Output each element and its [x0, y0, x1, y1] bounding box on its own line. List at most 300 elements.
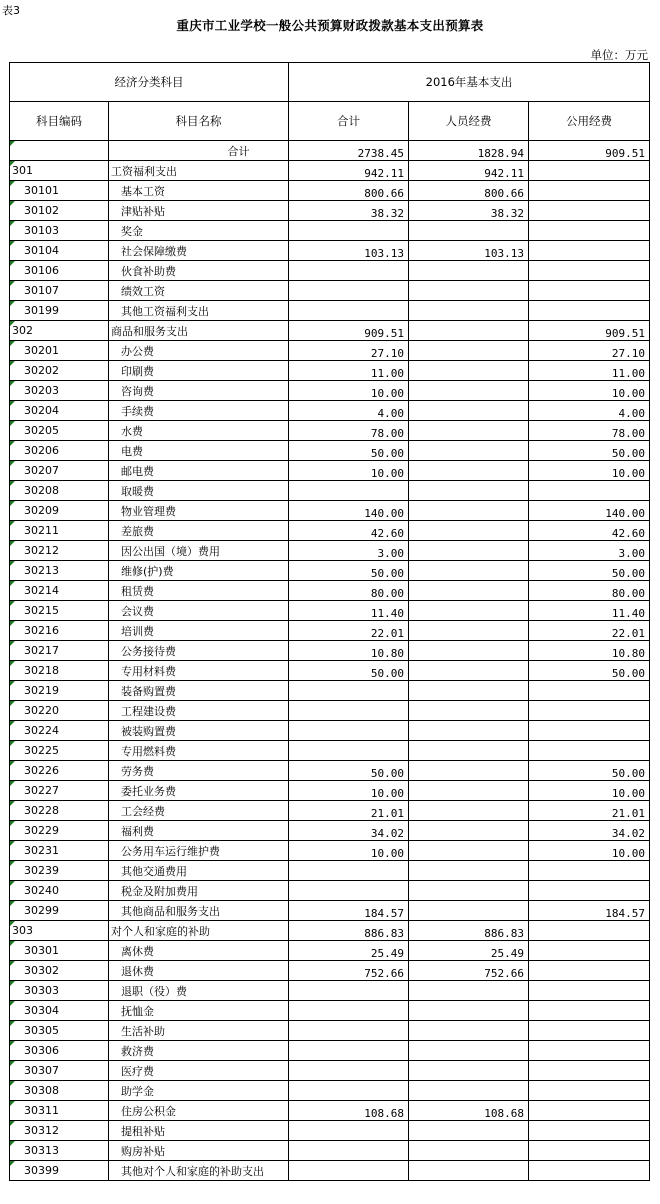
cell-name: 委托业务费: [109, 781, 289, 801]
table-row: [10, 781, 650, 801]
cell-public: [529, 261, 650, 281]
cell-total: 103.13: [289, 241, 409, 261]
cell-total: 909.51: [289, 321, 409, 341]
cell-name: 差旅费: [109, 521, 289, 541]
cell-code: 30302: [10, 961, 109, 981]
cell-public: [529, 701, 650, 721]
cell-total: 10.00: [289, 841, 409, 861]
cell-public: [529, 281, 650, 301]
cell-name: 工会经费: [109, 801, 289, 821]
cell-personnel: [409, 301, 529, 321]
cell-total: [289, 1061, 409, 1081]
cell-total: 752.66: [289, 961, 409, 981]
cell-total: 21.01: [289, 801, 409, 821]
cell-total: [289, 701, 409, 721]
cell-public: 34.02: [529, 821, 650, 841]
cell-total: [289, 981, 409, 1001]
cell-public: [529, 1021, 650, 1041]
cell-public: [529, 1101, 650, 1121]
cell-name: 住房公积金: [109, 1101, 289, 1121]
table-row: [10, 701, 650, 721]
cell-name: 医疗费: [109, 1061, 289, 1081]
cell-total: [289, 261, 409, 281]
table-row: [10, 961, 650, 981]
cell-public: [529, 981, 650, 1001]
cell-name: 税金及附加费用: [109, 881, 289, 901]
cell-total: [289, 281, 409, 301]
table-row: [10, 541, 650, 561]
cell-code: 30313: [10, 1141, 109, 1161]
cell-name: 水费: [109, 421, 289, 441]
cell-code: 301: [10, 161, 109, 181]
cell-name: 社会保障缴费: [109, 241, 289, 261]
cell-total: 50.00: [289, 561, 409, 581]
cell-personnel: [409, 521, 529, 541]
cell-personnel: [409, 461, 529, 481]
table-row: [10, 521, 650, 541]
cell-personnel: [409, 1061, 529, 1081]
header-row-columns: [10, 102, 650, 141]
cell-personnel: [409, 481, 529, 501]
table-row: [10, 321, 650, 341]
cell-total: 27.10: [289, 341, 409, 361]
cell-code: 30311: [10, 1101, 109, 1121]
cell-personnel: [409, 281, 529, 301]
table-row: [10, 441, 650, 461]
cell-name: 咨询费: [109, 381, 289, 401]
cell-code: 30227: [10, 781, 109, 801]
cell-name: 会议费: [109, 601, 289, 621]
cell-code: 302: [10, 321, 109, 341]
cell-name: 被装购置费: [109, 721, 289, 741]
cell-total: [289, 681, 409, 701]
table-row: [10, 1041, 650, 1061]
cell-code: 30216: [10, 621, 109, 641]
unit-label: 单位：万元: [590, 48, 648, 62]
cell-personnel: [409, 821, 529, 841]
cell-code: 30104: [10, 241, 109, 261]
cell-code: 30312: [10, 1121, 109, 1141]
table-row: [10, 181, 650, 201]
cell-name: 其他对个人和家庭的补助支出: [109, 1161, 289, 1181]
cell-personnel: [409, 221, 529, 241]
cell-personnel: 103.13: [409, 241, 529, 261]
table-row: [10, 481, 650, 501]
cell-personnel: [409, 321, 529, 341]
cell-personnel: [409, 361, 529, 381]
cell-personnel: [409, 841, 529, 861]
cell-code: 30240: [10, 881, 109, 901]
cell-code: 30228: [10, 801, 109, 821]
cell-code: 30107: [10, 281, 109, 301]
cell-name: 商品和服务支出: [109, 321, 289, 341]
cell-name: 公务用车运行维护费: [109, 841, 289, 861]
cell-name: 奖金: [109, 221, 289, 241]
table-row: [10, 1101, 650, 1121]
cell-code: 30304: [10, 1001, 109, 1021]
cell-personnel: [409, 441, 529, 461]
cell-name: 其他商品和服务支出: [109, 901, 289, 921]
cell-name: 公务接待费: [109, 641, 289, 661]
table-row: [10, 941, 650, 961]
cell-total: 11.00: [289, 361, 409, 381]
cell-total: [289, 301, 409, 321]
cell-public: 50.00: [529, 661, 650, 681]
cell-public: 50.00: [529, 561, 650, 581]
table-row: [10, 501, 650, 521]
cell-public: 27.10: [529, 341, 650, 361]
cell-code: 30225: [10, 741, 109, 761]
cell-personnel: [409, 781, 529, 801]
cell-code: 30207: [10, 461, 109, 481]
cell-name: 装备购置费: [109, 681, 289, 701]
cell-total: 10.80: [289, 641, 409, 661]
cell-personnel: [409, 741, 529, 761]
cell-public: [529, 481, 650, 501]
cell-public: [529, 161, 650, 181]
cell-personnel: [409, 641, 529, 661]
cell-total: 3.00: [289, 541, 409, 561]
cell-public: 10.80: [529, 641, 650, 661]
cell-name: 津贴补贴: [109, 201, 289, 221]
cell-name: 提租补贴: [109, 1121, 289, 1141]
cell-name: 手续费: [109, 401, 289, 421]
cell-personnel: [409, 661, 529, 681]
cell-public: [529, 1001, 650, 1021]
cell-code: 30208: [10, 481, 109, 501]
cell-public: 22.01: [529, 621, 650, 641]
cell-personnel: [409, 901, 529, 921]
cell-name: 物业管理费: [109, 501, 289, 521]
cell-personnel: [409, 801, 529, 821]
cell-code: 30299: [10, 901, 109, 921]
total-public: 909.51: [529, 141, 650, 161]
cell-total: [289, 1121, 409, 1141]
cell-name: 办公费: [109, 341, 289, 361]
cell-total: [289, 221, 409, 241]
cell-code: 30205: [10, 421, 109, 441]
total-total: 2738.45: [289, 141, 409, 161]
header-row-group: [10, 63, 650, 102]
cell-code: 30215: [10, 601, 109, 621]
cell-name: 工资福利支出: [109, 161, 289, 181]
cell-public: 50.00: [529, 761, 650, 781]
table-row: [10, 741, 650, 761]
cell-total: [289, 721, 409, 741]
table-row: [10, 901, 650, 921]
cell-public: 10.00: [529, 461, 650, 481]
table-row: [10, 561, 650, 581]
cell-name: 退休费: [109, 961, 289, 981]
cell-total: 50.00: [289, 661, 409, 681]
cell-personnel: [409, 381, 529, 401]
cell-total: [289, 481, 409, 501]
cell-total: 10.00: [289, 381, 409, 401]
cell-name: 救济费: [109, 1041, 289, 1061]
cell-total: [289, 741, 409, 761]
cell-personnel: [409, 681, 529, 701]
cell-public: [529, 201, 650, 221]
cell-total: [289, 1001, 409, 1021]
cell-code: 30219: [10, 681, 109, 701]
header-name: 科目名称: [109, 102, 289, 141]
cell-public: [529, 881, 650, 901]
cell-total: [289, 1041, 409, 1061]
cell-personnel: [409, 261, 529, 281]
cell-name: 电费: [109, 441, 289, 461]
cell-personnel: [409, 981, 529, 1001]
cell-public: 4.00: [529, 401, 650, 421]
cell-personnel: [409, 421, 529, 441]
cell-public: [529, 1161, 650, 1181]
cell-code: 30102: [10, 201, 109, 221]
cell-personnel: 942.11: [409, 161, 529, 181]
cell-total: 11.40: [289, 601, 409, 621]
cell-name: 其他工资福利支出: [109, 301, 289, 321]
cell-total: 140.00: [289, 501, 409, 521]
cell-public: 10.00: [529, 841, 650, 861]
table-row: [10, 301, 650, 321]
table-row: [10, 881, 650, 901]
cell-personnel: [409, 701, 529, 721]
cell-personnel: [409, 501, 529, 521]
cell-total: [289, 1081, 409, 1101]
table-row: [10, 821, 650, 841]
cell-public: [529, 1061, 650, 1081]
cell-code: 30202: [10, 361, 109, 381]
table-row: [10, 401, 650, 421]
cell-personnel: [409, 581, 529, 601]
cell-name: 抚恤金: [109, 1001, 289, 1021]
cell-code: 30199: [10, 301, 109, 321]
cell-public: 50.00: [529, 441, 650, 461]
page-title: 重庆市工业学校一般公共预算财政拨款基本支出预算表: [176, 18, 484, 33]
table-body: [10, 141, 650, 1181]
cell-public: [529, 1141, 650, 1161]
cell-public: [529, 941, 650, 961]
cell-code: 30209: [10, 501, 109, 521]
cell-total: 42.60: [289, 521, 409, 541]
cell-code: 30213: [10, 561, 109, 581]
cell-total: [289, 1161, 409, 1181]
table-row: [10, 681, 650, 701]
table-row: [10, 1001, 650, 1021]
cell-total: 38.32: [289, 201, 409, 221]
cell-personnel: [409, 1161, 529, 1181]
header-classification: 经济分类科目: [10, 63, 289, 102]
cell-name: 福利费: [109, 821, 289, 841]
table-row: [10, 461, 650, 481]
cell-personnel: [409, 881, 529, 901]
cell-code: 30211: [10, 521, 109, 541]
cell-name: 基本工资: [109, 181, 289, 201]
cell-code: 30301: [10, 941, 109, 961]
cell-code: 30308: [10, 1081, 109, 1101]
cell-public: [529, 241, 650, 261]
cell-total: 34.02: [289, 821, 409, 841]
cell-total: 942.11: [289, 161, 409, 181]
cell-code: 30204: [10, 401, 109, 421]
cell-code: 30231: [10, 841, 109, 861]
cell-code: 30306: [10, 1041, 109, 1061]
cell-public: 140.00: [529, 501, 650, 521]
cell-personnel: [409, 761, 529, 781]
cell-code: 30239: [10, 861, 109, 881]
cell-total: 886.83: [289, 921, 409, 941]
cell-total: 50.00: [289, 441, 409, 461]
total-personnel: 1828.94: [409, 141, 529, 161]
table-row: [10, 361, 650, 381]
cell-public: [529, 741, 650, 761]
cell-name: 绩效工资: [109, 281, 289, 301]
table-row: [10, 261, 650, 281]
cell-total: [289, 1141, 409, 1161]
cell-public: [529, 721, 650, 741]
cell-code: 30224: [10, 721, 109, 741]
cell-name: 因公出国（境）费用: [109, 541, 289, 561]
cell-total: 184.57: [289, 901, 409, 921]
cell-personnel: [409, 341, 529, 361]
cell-name: 伙食补助费: [109, 261, 289, 281]
cell-public: [529, 681, 650, 701]
cell-total: [289, 861, 409, 881]
cell-public: 184.57: [529, 901, 650, 921]
cell-code: 30218: [10, 661, 109, 681]
cell-name: 邮电费: [109, 461, 289, 481]
cell-code: 30226: [10, 761, 109, 781]
table-row: [10, 661, 650, 681]
cell-personnel: 886.83: [409, 921, 529, 941]
cell-personnel: [409, 721, 529, 741]
table-row: [10, 1161, 650, 1181]
table-row: [10, 621, 650, 641]
table-row: [10, 241, 650, 261]
table-row: [10, 801, 650, 821]
cell-public: 10.00: [529, 781, 650, 801]
cell-name: 工程建设费: [109, 701, 289, 721]
header-expenditure-group: 2016年基本支出: [289, 63, 650, 102]
cell-total: 4.00: [289, 401, 409, 421]
table-row: [10, 341, 650, 361]
table-row: [10, 761, 650, 781]
cell-total: 108.68: [289, 1101, 409, 1121]
cell-code: 30305: [10, 1021, 109, 1041]
cell-code: 30229: [10, 821, 109, 841]
table-number-label: 表3: [2, 4, 20, 17]
cell-personnel: [409, 861, 529, 881]
cell-public: 11.40: [529, 601, 650, 621]
cell-personnel: 25.49: [409, 941, 529, 961]
cell-personnel: [409, 1041, 529, 1061]
cell-name: 印刷费: [109, 361, 289, 381]
cell-personnel: [409, 621, 529, 641]
table-row: [10, 281, 650, 301]
table-row: [10, 1121, 650, 1141]
cell-name: 租赁费: [109, 581, 289, 601]
table-row: [10, 1021, 650, 1041]
cell-total: 25.49: [289, 941, 409, 961]
cell-public: [529, 181, 650, 201]
cell-public: [529, 301, 650, 321]
total-label: 合计: [109, 141, 289, 161]
cell-personnel: [409, 1001, 529, 1021]
cell-name: 劳务费: [109, 761, 289, 781]
cell-personnel: [409, 541, 529, 561]
cell-name: 维修(护)费: [109, 561, 289, 581]
cell-name: 专用燃料费: [109, 741, 289, 761]
cell-public: 42.60: [529, 521, 650, 541]
cell-total: [289, 881, 409, 901]
table-row: [10, 1081, 650, 1101]
cell-public: 21.01: [529, 801, 650, 821]
table-row: [10, 841, 650, 861]
cell-name: 生活补助: [109, 1021, 289, 1041]
header-personnel: 人员经费: [409, 102, 529, 141]
cell-total: 10.00: [289, 781, 409, 801]
budget-table: [9, 62, 650, 1181]
header-total: 合计: [289, 102, 409, 141]
cell-public: [529, 861, 650, 881]
cell-personnel: 108.68: [409, 1101, 529, 1121]
table-row: [10, 861, 650, 881]
cell-public: [529, 1121, 650, 1141]
cell-code: 30201: [10, 341, 109, 361]
cell-code: 30103: [10, 221, 109, 241]
cell-public: 3.00: [529, 541, 650, 561]
cell-public: [529, 921, 650, 941]
cell-public: 80.00: [529, 581, 650, 601]
table-row: [10, 921, 650, 941]
cell-code: 30303: [10, 981, 109, 1001]
cell-public: [529, 221, 650, 241]
cell-personnel: [409, 1141, 529, 1161]
cell-personnel: 38.32: [409, 201, 529, 221]
cell-name: 专用材料费: [109, 661, 289, 681]
cell-personnel: [409, 561, 529, 581]
cell-name: 对个人和家庭的补助: [109, 921, 289, 941]
cell-total: 10.00: [289, 461, 409, 481]
cell-code: 30212: [10, 541, 109, 561]
cell-total: 50.00: [289, 761, 409, 781]
header-public: 公用经费: [529, 102, 650, 141]
cell-personnel: 752.66: [409, 961, 529, 981]
cell-personnel: [409, 401, 529, 421]
cell-public: 11.00: [529, 361, 650, 381]
cell-code: 30220: [10, 701, 109, 721]
table-row: [10, 981, 650, 1001]
table-row: [10, 601, 650, 621]
cell-personnel: [409, 1081, 529, 1101]
cell-public: 10.00: [529, 381, 650, 401]
cell-code: 303: [10, 921, 109, 941]
table-row: [10, 201, 650, 221]
cell-name: 退职（役）费: [109, 981, 289, 1001]
cell-code: 30106: [10, 261, 109, 281]
cell-personnel: [409, 601, 529, 621]
cell-public: [529, 961, 650, 981]
cell-name: 培训费: [109, 621, 289, 641]
cell-public: 909.51: [529, 321, 650, 341]
cell-code: 30399: [10, 1161, 109, 1181]
cell-public: [529, 1041, 650, 1061]
cell-total: 22.01: [289, 621, 409, 641]
table-row: [10, 1061, 650, 1081]
table-row: [10, 381, 650, 401]
cell-name: 助学金: [109, 1081, 289, 1101]
cell-code: 30203: [10, 381, 109, 401]
cell-name: 离休费: [109, 941, 289, 961]
cell-code: 30206: [10, 441, 109, 461]
